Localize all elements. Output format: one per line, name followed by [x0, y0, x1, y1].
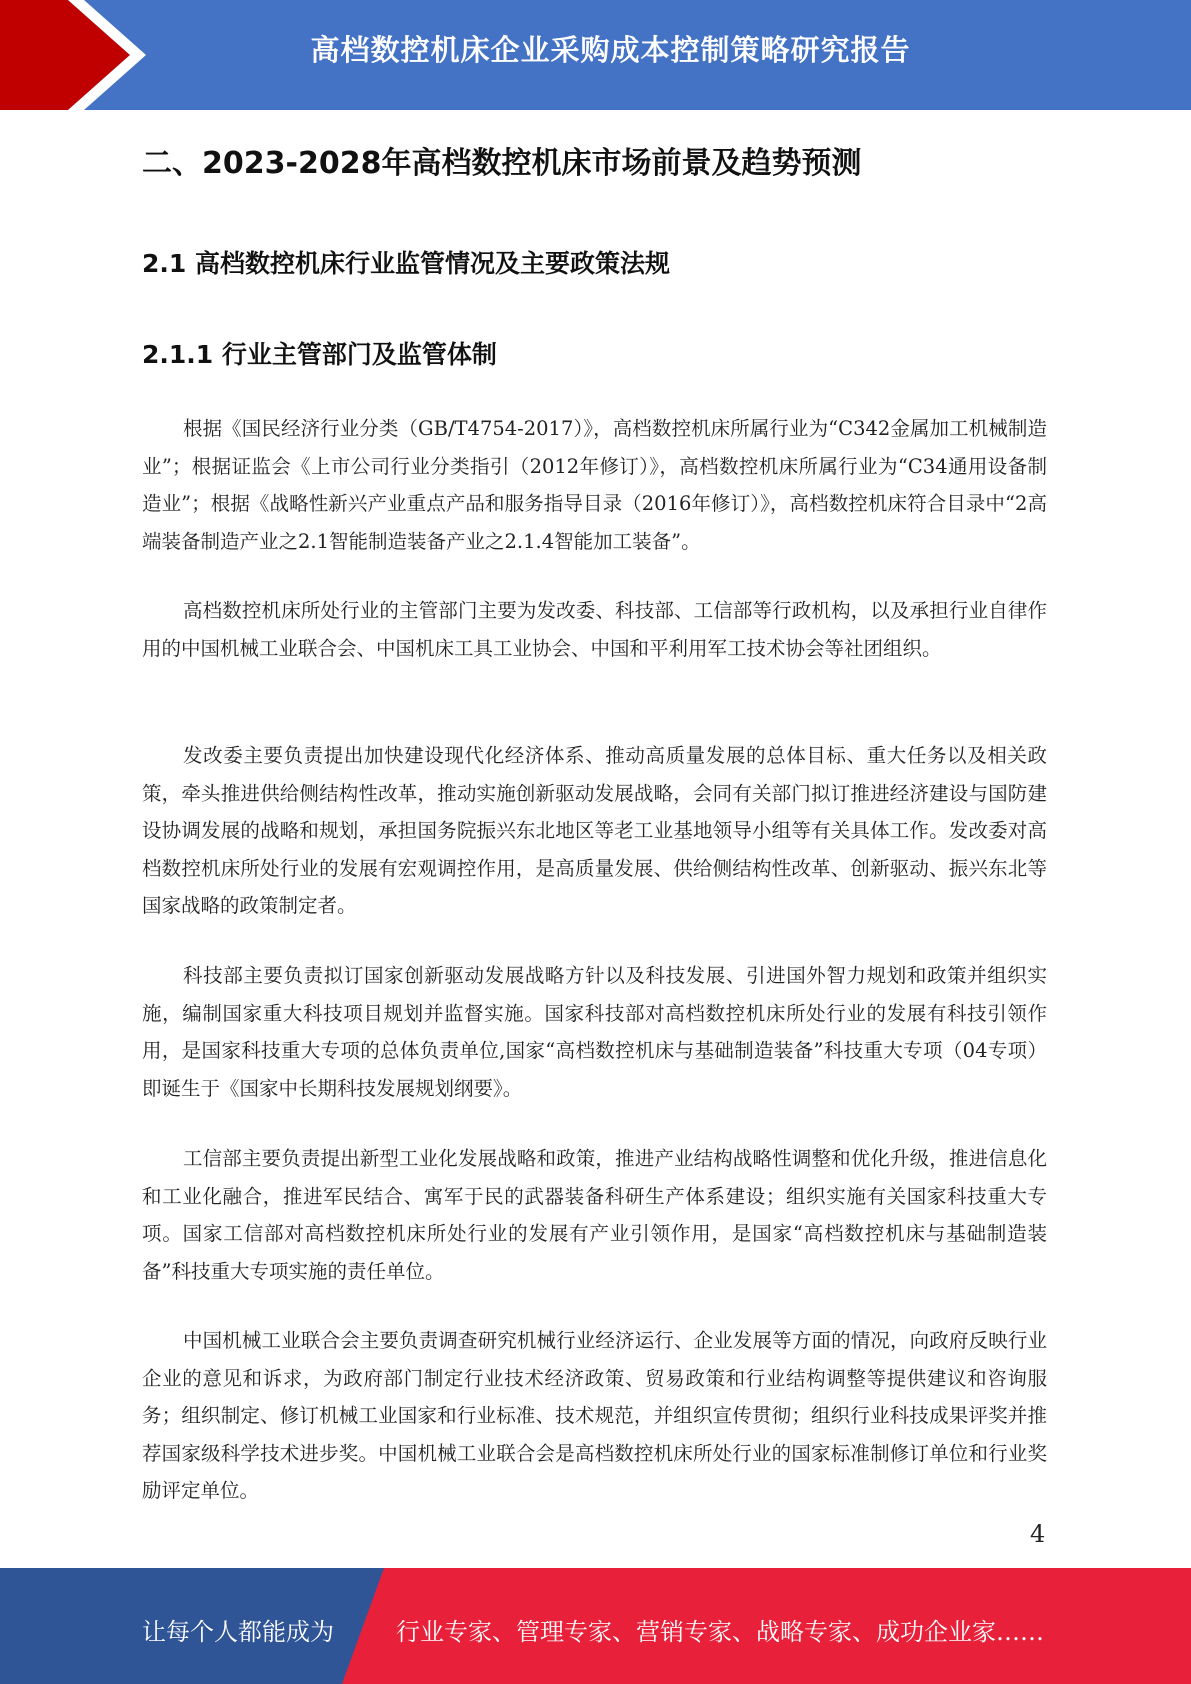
paragraph-industry-classification: 根据《国民经济行业分类（GB/T4754-2017）》，高档数控机床所属行业为“C342金属加工机械制造业”；根据证监会《上市公司行业分类指引（2012年修订）》，高档数控机床所属行业为“C34通用设备制造业”；根据《战略性新兴产业重点产品和服务指导目录（2016年修订）》，高档数控机床符合目录中“2高端装备制造产业之2.1智能制造装备产业之2.1.4智能加工装备”。	[142, 417, 1047, 553]
paragraph-most: 科技部主要负责拟订国家创新驱动发展战略方针以及科技发展、引进国外智力规划和政策并组织实施，编制国家重大科技项目规划并监督实施。国家科技部对高档数控机床所处行业的发展有科技引领作用，是国家科技重大专项的总体负责单位,国家“高档数控机床与基础制造装备”科技重大专项（04专项）即诞生于《国家中长期科技发展规划纲要》。	[142, 964, 1047, 1100]
footer-slogan-right: 行业专家、管理专家、营销专家、战略专家、成功企业家……	[396, 1618, 1044, 1646]
subsection-heading: 2.1 高档数控机床行业监管情况及主要政策法规	[142, 249, 670, 278]
paragraph-miit: 工信部主要负责提出新型工业化发展战略和政策，推进产业结构战略性调整和优化升级，推进信息化和工业化融合，推进军民结合、寓军于民的武器装备科研生产体系建设；组织实施有关国家科技重大专项。国家工信部对高档数控机床所处行业的发展有产业引领作用，是国家“高档数控机床与基础制造装备”科技重大专项实施的责任单位。	[142, 1147, 1047, 1283]
footer-slogan-left: 让每个人都能成为	[142, 1618, 334, 1646]
sub-subsection-heading: 2.1.1 行业主管部门及监管体制	[142, 340, 497, 369]
section-heading: 二、2023-2028年高档数控机床市场前景及趋势预测	[142, 146, 862, 181]
header-banner	[0, 0, 1191, 110]
paragraph-ndrc: 发改委主要负责提出加快建设现代化经济体系、推动高质量发展的总体目标、重大任务以及相关政策，牵头推进供给侧结构性改革，推动实施创新驱动发展战略，会同有关部门拟订推进经济建设与国防建设协调发展的战略和规划，承担国务院振兴东北地区等老工业基地领导小组等有关具体工作。发改委对高档数控机床所处行业的发展有宏观调控作用，是高质量发展、供给侧结构性改革、创新驱动、振兴东北等国家战略的政策制定者。	[142, 744, 1047, 917]
paragraph-cmif: 中国机械工业联合会主要负责调查研究机械行业经济运行、企业发展等方面的情况，向政府反映行业企业的意见和诉求，为政府部门制定行业技术经济政策、贸易政策和行业结构调整等提供建议和咨询服务；组织制定、修订机械工业国家和行业标准、技术规范，并组织宣传贯彻；组织行业科技成果评奖并推荐国家级科学技术进步奖。中国机械工业联合会是高档数控机床所处行业的国家标准制修订单位和行业奖励评定单位。	[142, 1329, 1047, 1502]
paragraph-regulators: 高档数控机床所处行业的主管部门主要为发改委、科技部、工信部等行政机构，以及承担行业自律作用的中国机械工业联合会、中国机床工具工业协会、中国和平利用军工技术协会等社团组织。	[142, 599, 1047, 660]
report-title: 高档数控机床企业采购成本控制策略研究报告	[310, 33, 911, 67]
page-number: 4	[1030, 1520, 1046, 1548]
